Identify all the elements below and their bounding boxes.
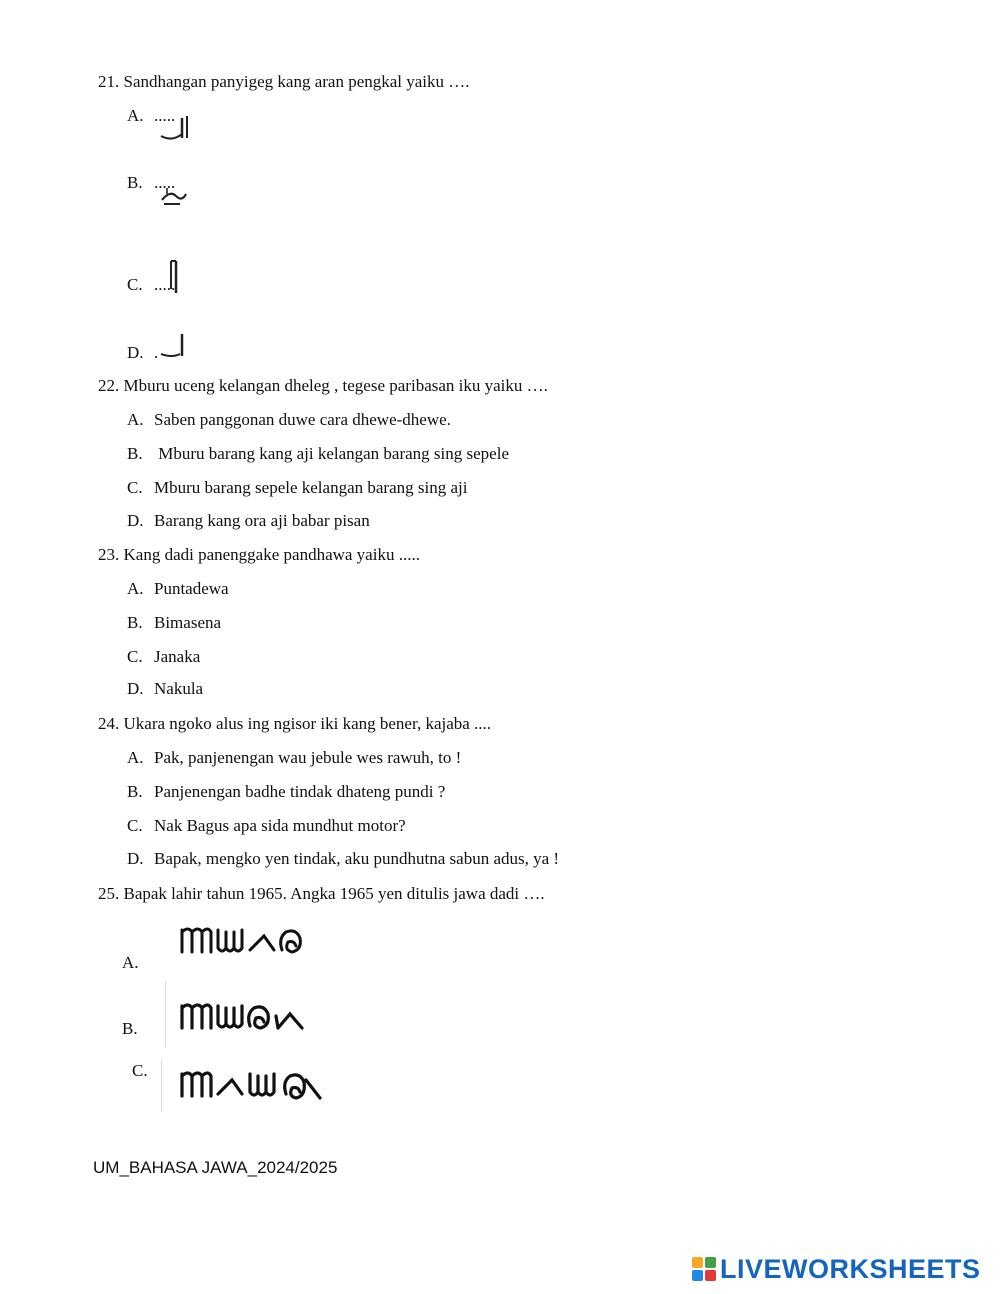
question-number: 23. [98,545,120,564]
option-dots: ..... [154,173,176,192]
brand-name: LIVEWORKSHEETS [720,1253,981,1284]
option-text: Nakula [154,679,204,698]
brand-mark-square [692,1270,703,1281]
option-letter: C. [127,275,143,294]
question-23 [98,545,420,565]
question-text: Ukara ngoko alus ing ngisor iki kang bener, kajaba .... [123,714,492,733]
option-letter: C. [132,1061,148,1080]
pangkon-glyph-d [158,330,190,362]
q23-option-d[interactable] [127,679,203,699]
q22-option-d[interactable] [127,511,370,531]
question-text: Sandhangan panyigeg kang aran pengkal yaiku …. [123,72,470,91]
option-text: Nak Bagus apa sida mundhut motor? [154,816,406,835]
option-letter: A. [127,748,144,767]
q24-option-c[interactable] [127,816,406,836]
option-text: Puntadewa [154,579,229,598]
option-letter: B. [122,1019,138,1038]
question-number: 25. [98,884,120,903]
option-letter: C. [127,647,143,666]
option-text: Barang kang ora aji babar pisan [154,511,370,530]
question-text: Mburu uceng kelangan dheleg , tegese paribasan iku yaiku …. [123,376,548,395]
q25-option-b[interactable] [122,1019,138,1039]
option-text: Panjenengan badhe tindak dhateng pundi ? [154,782,446,801]
q24-option-d[interactable] [127,849,559,869]
q24-option-b[interactable] [127,782,445,802]
option-letter: A. [127,579,144,598]
brand-mark-square [705,1270,716,1281]
option-text: Janaka [154,647,201,666]
question-number: 22. [98,376,120,395]
question-text: Bapak lahir tahun 1965. Angka 1965 yen ditulis jawa dadi …. [123,884,545,903]
tarung-glyph-c [166,259,184,295]
image-divider [165,982,166,1048]
javanese-numeral-a-image [178,920,308,963]
option-letter: B. [127,613,143,632]
q25-option-c[interactable] [132,1061,148,1081]
option-letter: D. [127,679,144,698]
option-letter: B. [127,782,143,801]
option-text: Mburu barang kang aji kelangan barang sing sepele [154,444,509,463]
option-dots: ..... [154,275,176,294]
q22-option-b[interactable] [127,444,509,464]
brand-mark-icon [692,1257,716,1281]
question-24 [98,714,491,734]
question-21 [98,72,470,92]
q23-option-c[interactable] [127,647,200,667]
question-number: 24. [98,714,120,733]
option-text: Bapak, mengko yen tindak, aku pundhutna sabun adus, ya ! [154,849,560,868]
option-text: Bimasena [154,613,222,632]
option-letter: A. [127,410,144,429]
option-letter: B. [127,444,143,463]
q21-option-d[interactable] [127,343,158,363]
option-letter: D. [127,849,144,868]
brand-mark-square [705,1257,716,1268]
javanese-numeral-c-image [178,1064,328,1111]
image-divider [161,1060,162,1112]
javanese-numeral-b-image [178,996,318,1041]
option-text: Pak, panjenengan wau jebule wes rawuh, to ! [154,748,462,767]
question-number: 21. [98,72,120,91]
question-text: Kang dadi panenggake pandhawa yaiku ..... [123,545,420,564]
option-text: Mburu barang sepele kelangan barang sing aji [154,478,468,497]
q25-option-a[interactable] [122,953,139,973]
pengkal-glyph-a [158,114,192,146]
footer-label: UM_BAHASA JAWA_2024/2025 [93,1158,338,1177]
option-letter: D. [127,511,144,530]
q23-option-b[interactable] [127,613,221,633]
q22-option-a[interactable] [127,410,451,430]
brand-mark-square [692,1257,703,1268]
question-25 [98,884,545,904]
option-dots: ..... [154,106,176,125]
option-letter: A. [127,106,144,125]
question-22 [98,376,548,396]
option-letter: B. [127,173,143,192]
option-letter: C. [127,478,143,497]
option-dots: . [154,343,159,362]
cecak-glyph-b [158,180,192,208]
q22-option-c[interactable] [127,478,467,498]
option-letter: C. [127,816,143,835]
option-letter: A. [122,953,139,972]
q24-option-a[interactable] [127,748,461,768]
liveworksheets-logo[interactable] [692,1254,981,1284]
q23-option-a[interactable] [127,579,229,599]
option-letter: D. [127,343,144,362]
option-text: Saben panggonan duwe cara dhewe-dhewe. [154,410,451,429]
